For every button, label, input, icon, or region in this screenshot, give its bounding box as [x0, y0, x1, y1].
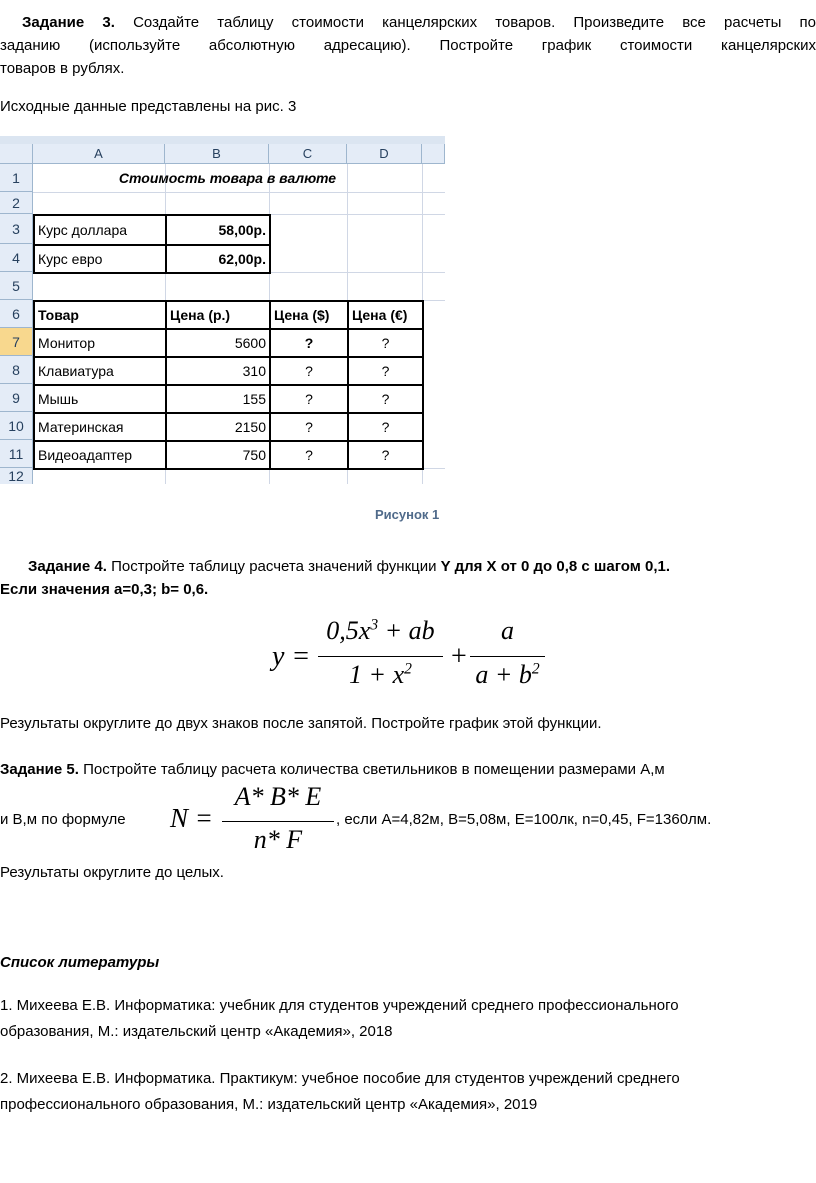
row-header-1: 1 [0, 164, 33, 192]
reference-2-line2: профессионального образования, М.: издательский центр «Академия», 2019 [0, 1096, 538, 1113]
formula2-bar [222, 821, 334, 822]
formula1-den1-base: 1 + x [349, 660, 405, 689]
task5-label: Задание 5. [0, 761, 79, 778]
row-header-7: 7 [0, 328, 33, 356]
formula1-den2-exp: 2 [531, 660, 540, 678]
header-price-rub: Цена (р.) [165, 300, 271, 330]
formula1-num2: a [501, 616, 514, 645]
formula1-num1 [318, 616, 443, 646]
task3-source-note: Исходные данные представлены на рис. 3 [0, 98, 297, 115]
item-name: Клавиатура [33, 356, 167, 386]
task4-text: Постройте таблицу расчета значений функции [111, 558, 437, 575]
row-header-10: 10 [0, 412, 33, 440]
task5-result-note: Результаты округлите до целых. [0, 864, 224, 881]
references-heading: Список литературы [0, 954, 160, 971]
item-name: Мышь [33, 384, 167, 414]
item-name: Монитор [33, 328, 167, 358]
formula2-den: n* F [253, 825, 303, 854]
column-header-b: B [165, 144, 269, 164]
rate-eur-value: 62,00р. [165, 244, 271, 274]
row-header-9: 9 [0, 384, 33, 412]
gridline [33, 192, 445, 193]
formula1-bar1 [318, 656, 443, 657]
item-name: Материнская [33, 412, 167, 442]
item-eur: ? [347, 356, 424, 386]
column-header-d: D [347, 144, 422, 164]
item-price: 155 [165, 384, 271, 414]
row-header-11: 11 [0, 440, 33, 468]
formula1-den2 [470, 660, 545, 690]
formula2-lhs: N = [170, 803, 213, 833]
spreadsheet-figure [0, 136, 445, 484]
formula1-lhs: y = [272, 641, 311, 672]
rate-eur-label: Курс евро [33, 244, 167, 274]
item-name: Видеоадаптер [33, 440, 167, 470]
formula1-den2-base: a + b [475, 660, 532, 689]
header-price-usd: Цена ($) [269, 300, 349, 330]
task3-text-1: Создайте таблицу стоимости канцелярских товаров. Произведите все расчеты по [133, 14, 816, 31]
item-eur: ? [347, 440, 424, 470]
item-usd: ? [269, 356, 349, 386]
task4-bold-tail: Y для X от 0 до 0,8 с шагом 0,1. [440, 558, 671, 575]
row-header-3: 3 [0, 214, 33, 244]
formula1-num1-base: 0,5x [326, 616, 371, 645]
formula1-plus: + [451, 641, 467, 672]
task5-text: Постройте таблицу расчета количества светильников в помещении размерами А,м [83, 761, 665, 778]
item-price: 2150 [165, 412, 271, 442]
task5-line2-end: , если А=4,82м, В=5,08м, Е=100лк, n=0,45, F=1360лм. [336, 811, 712, 828]
task4-label: Задание 4. [28, 558, 107, 575]
row-header-5: 5 [0, 272, 33, 300]
task4-line2: Если значения a=0,3; b= 0,6. [0, 581, 209, 598]
formula1-den1-exp: 2 [404, 660, 412, 678]
row-header-8: 8 [0, 356, 33, 384]
item-usd: ? [269, 384, 349, 414]
row-header-12: 12 [0, 468, 33, 484]
sheet-formula-strip [0, 136, 445, 144]
task5-line2-start: и В,м по формуле [0, 811, 126, 828]
item-usd: ? [269, 412, 349, 442]
column-header-e [422, 144, 445, 164]
formula1-den1 [318, 660, 443, 690]
task5-line1 [0, 759, 665, 781]
item-eur: ? [347, 412, 424, 442]
item-price: 310 [165, 356, 271, 386]
header-item: Товар [33, 300, 167, 330]
task3-line3: товаров в рублях. [0, 60, 125, 77]
sheet-title: Стоимость товара в валюте [118, 170, 337, 186]
item-eur: ? [347, 328, 424, 358]
figure-caption: Рисунок 1 [375, 507, 440, 522]
item-eur: ? [347, 384, 424, 414]
reference-1-line1: 1. Михеева Е.В. Информатика: учебник для студентов учреждений среднего профессионального [0, 997, 679, 1014]
column-header-a: A [33, 144, 165, 164]
row-header-4: 4 [0, 244, 33, 272]
formula1-num1-exp: 3 [370, 616, 379, 634]
item-price: 5600 [165, 328, 271, 358]
formula1-num1-tail: + ab [378, 616, 435, 645]
item-usd: ? [269, 328, 349, 358]
row-header-2: 2 [0, 192, 33, 214]
item-price: 750 [165, 440, 271, 470]
task4-result-note: Результаты округлите до двух знаков после запятой. Постройте график этой функции. [0, 715, 602, 732]
reference-1-line2: образования, М.: издательский центр «Академия», 2018 [0, 1023, 393, 1040]
row-header-6: 6 [0, 300, 33, 328]
formula2-num: A* B* E [234, 782, 322, 811]
task3-label: Задание 3. [22, 14, 115, 31]
rate-usd-label: Курс доллара [33, 214, 167, 246]
task3-line1 [0, 12, 816, 34]
task4-line1 [28, 556, 670, 578]
column-header-c: C [269, 144, 347, 164]
item-usd: ? [269, 440, 349, 470]
sheet-corner [0, 144, 33, 164]
rate-usd-value: 58,00р. [165, 214, 271, 246]
formula1-bar2 [470, 656, 545, 657]
task3-line2: заданию (используйте абсолютную адресацию). Постройте график стоимости канцелярских [0, 37, 816, 54]
header-price-eur: Цена (€) [347, 300, 424, 330]
reference-2-line1: 2. Михеева Е.В. Информатика. Практикум: учебное пособие для студентов учреждений среднего [0, 1070, 680, 1087]
